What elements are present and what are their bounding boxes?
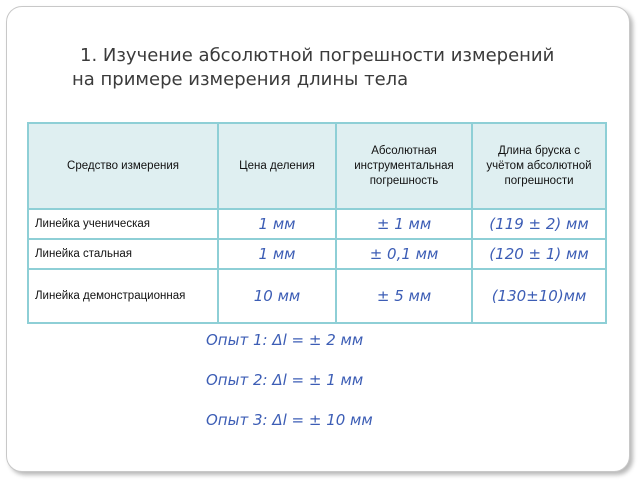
cell-division: 1 мм — [218, 209, 336, 239]
cell-instrument: Линейка ученическая — [28, 209, 218, 239]
table-row — [28, 209, 606, 239]
cell-abs-error: ± 5 мм — [336, 269, 472, 323]
header-length: Длина бруска с учётом абсолютной погрешности — [472, 123, 606, 209]
cell-length: (130±10)мм — [472, 269, 606, 323]
cell-division: 10 мм — [218, 269, 336, 323]
header-instrument: Средство измерения — [28, 123, 218, 209]
cell-instrument: Линейка стальная — [28, 239, 218, 269]
header-abs-error: Абсолютная инструментальная погрешность — [336, 123, 472, 209]
cell-abs-error: ± 0,1 мм — [336, 239, 472, 269]
header-division: Цена деления — [218, 123, 336, 209]
experiment-3: Опыт 3: Δl = ± 10 мм — [206, 411, 373, 429]
cell-instrument: Линейка демонстрационная — [28, 269, 218, 323]
experiment-2: Опыт 2: Δl = ± 1 мм — [206, 371, 364, 389]
experiment-1: Опыт 1: Δl = ± 2 мм — [206, 331, 364, 349]
cell-length: (119 ± 2) мм — [472, 209, 606, 239]
slide-title-line-2: на примере измерения длины тела — [72, 69, 409, 90]
table-row — [28, 269, 606, 323]
measurement-table — [27, 122, 607, 324]
table-row — [28, 239, 606, 269]
slide-title — [72, 44, 612, 92]
table-header-row — [28, 123, 606, 209]
experiment-results — [206, 328, 373, 448]
slide-title-line-1: 1. Изучение абсолютной погрешности измерений — [80, 45, 555, 66]
cell-length: (120 ± 1) мм — [472, 239, 606, 269]
cell-division: 1 мм — [218, 239, 336, 269]
cell-abs-error: ± 1 мм — [336, 209, 472, 239]
